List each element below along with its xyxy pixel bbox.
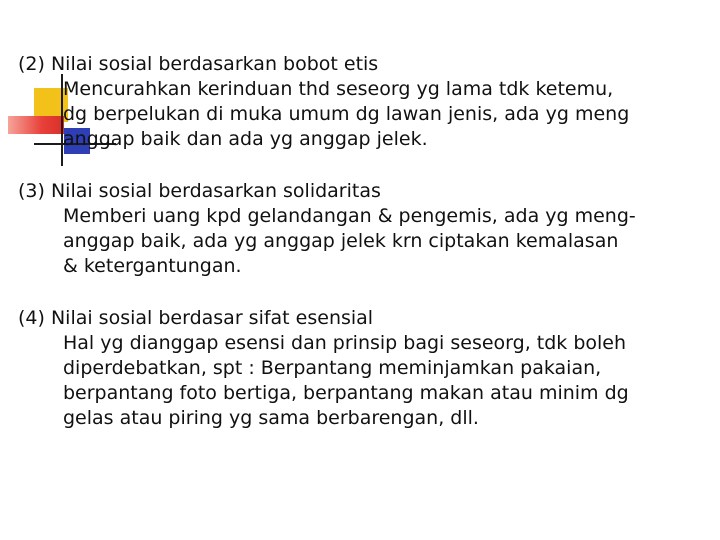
section-text-line: & ketergantungan. bbox=[63, 255, 242, 277]
section-solidaritas bbox=[18, 179, 708, 279]
section-text-line: anggap baik dan ada yg anggap jelek. bbox=[63, 128, 428, 150]
section-text-line: Mencurahkan kerinduan thd seseorg yg lama tdk ketemu, bbox=[63, 78, 614, 100]
section-text-line: diperdebatkan, spt : Berpantang meminjamkan pakaian, bbox=[63, 357, 602, 379]
section-text-line: gelas atau piring yg sama berbarengan, dll. bbox=[63, 407, 479, 429]
section-heading: (3) Nilai sosial berdasarkan solidaritas bbox=[18, 180, 381, 202]
section-text-line: berpantang foto bertiga, berpantang makan atau minim dg bbox=[63, 382, 629, 404]
section-text-line: Hal yg dianggap esensi dan prinsip bagi seseorg, tdk boleh bbox=[63, 332, 627, 354]
section-heading: (4) Nilai sosial berdasar sifat esensial bbox=[18, 307, 374, 329]
section-bobot-etis bbox=[18, 52, 708, 152]
section-text-line: Memberi uang kpd gelandangan & pengemis, ada yg meng- bbox=[63, 205, 636, 227]
slide-content bbox=[18, 52, 708, 458]
section-sifat-esensial bbox=[18, 306, 708, 431]
section-text-line: anggap baik, ada yg anggap jelek krn ciptakan kemalasan bbox=[63, 230, 619, 252]
section-text-line: dg berpelukan di muka umum dg lawan jenis, ada yg meng bbox=[63, 103, 630, 125]
section-heading: (2) Nilai sosial berdasarkan bobot etis bbox=[18, 53, 379, 75]
